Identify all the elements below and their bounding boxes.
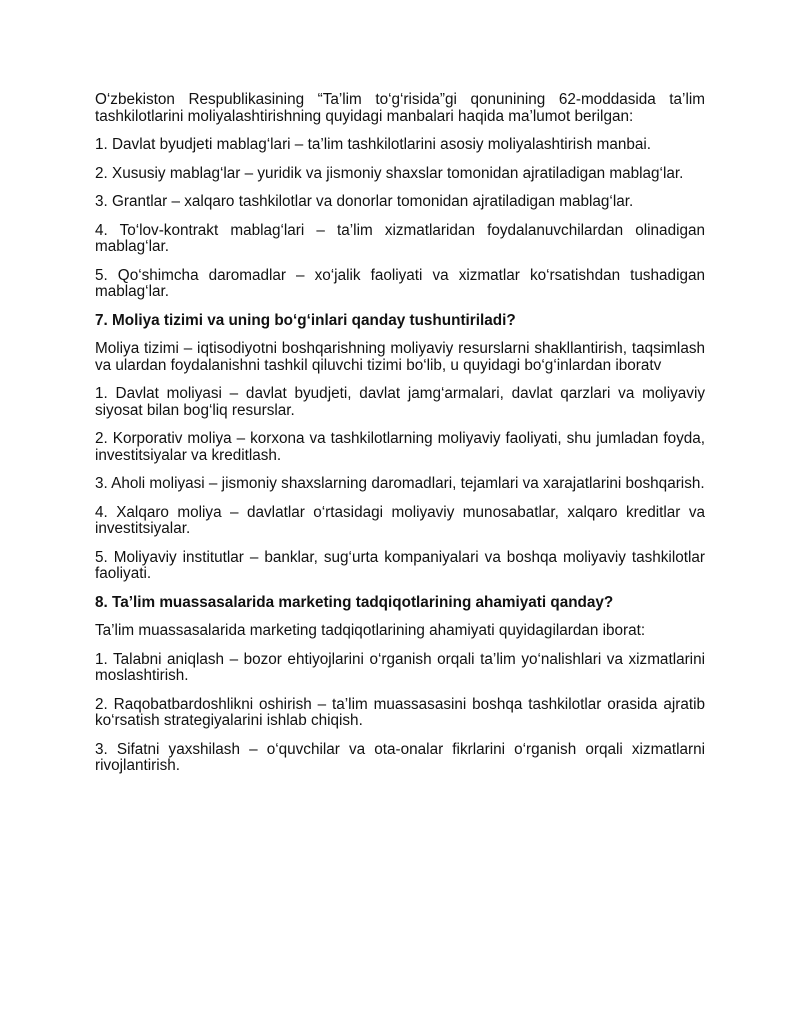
funding-item-2: 2. Xususiy mablag‘lar – yuridik va jismoniy shaxslar tomonidan ajratiladigan mablag‘lar. xyxy=(95,164,684,182)
section-heading-8: 8. Ta’lim muassasalarida marketing tadqiqotlarining ahamiyati qanday? xyxy=(95,593,614,611)
funding-item-5: 5. Qo‘shimcha daromadlar – xo‘jalik faoliyati va xizmatlar ko‘rsatishdan tushadigan mablag‘lar. xyxy=(95,266,705,300)
finance-item-3: 3. Aholi moliyasi – jismoniy shaxslarning daromadlari, tejamlari va xarajatlarini boshqarish. xyxy=(95,475,705,492)
marketing-item-2: 2. Raqobatbardoshlikni oshirish – ta’lim muassasasini boshqa tashkilotlar orasida ajratib ko‘rsatish strategiyalarini ishlab chiqish. xyxy=(95,695,705,729)
intro-paragraph: O‘zbekiston Respublikasining “Ta’lim to‘g‘risida”gi qonunining 62-moddasida ta’lim tashkilotlarini moliyalashtirishning quyidagi manbalari haqida ma’lumot berilgan: xyxy=(95,91,705,125)
finance-system-paragraph: Moliya tizimi – iqtisodiyotni boshqarishning moliyaviy resurslarni shakllantirish, taqsimlash va ulardan foydalanishni tashkil qiluvchi tizimi bo‘lib, u quyidagi bo‘g‘inlardan iboratv xyxy=(95,340,705,374)
marketing-item-1: 1. Talabni aniqlash – bozor ehtiyojlarini o‘rganish orqali ta’lim yo‘nalishlari va xizmatlarini moslashtirish. xyxy=(95,650,705,684)
section-heading-7: 7. Moliya tizimi va uning bo‘g‘inlari qanday tushuntiriladi? xyxy=(95,311,516,329)
funding-item-3: 3. Grantlar – xalqaro tashkilotlar va donorlar tomonidan ajratiladigan mablag‘lar. xyxy=(95,193,634,210)
finance-item-5: 5. Moliyaviy institutlar – banklar, sug‘urta kompaniyalari va boshqa moliyaviy tashkilotlar faoliyati. xyxy=(95,548,705,582)
funding-item-1: 1. Davlat byudjeti mablag‘lari – ta’lim tashkilotlarini asosiy moliyalashtirish manbai. xyxy=(95,136,652,153)
marketing-paragraph: Ta’lim muassasalarida marketing tadqiqotlarining ahamiyati quyidagilardan iborat: xyxy=(95,622,646,639)
finance-item-2: 2. Korporativ moliya – korxona va tashkilotlarning moliyaviy faoliyati, shu jumladan foyda, investitsiyalar va kreditlash. xyxy=(95,430,705,464)
marketing-item-3: 3. Sifatni yaxshilash – o‘quvchilar va ota-onalar fikrlarini o‘rganish orqali xizmatlarni rivojlantirish. xyxy=(95,740,705,774)
funding-item-4: 4. To‘lov-kontrakt mablag‘lari – ta’lim xizmatlaridan foydalanuvchilardan olinadigan mablag‘lar. xyxy=(95,221,705,255)
finance-item-1: 1. Davlat moliyasi – davlat byudjeti, davlat jamg‘armalari, davlat qarzlari va moliyaviy siyosat bilan bog‘liq resurslar. xyxy=(95,385,705,419)
finance-item-4: 4. Xalqaro moliya – davlatlar o‘rtasidagi moliyaviy munosabatlar, xalqaro kreditlar va investitsiyalar. xyxy=(95,503,705,537)
